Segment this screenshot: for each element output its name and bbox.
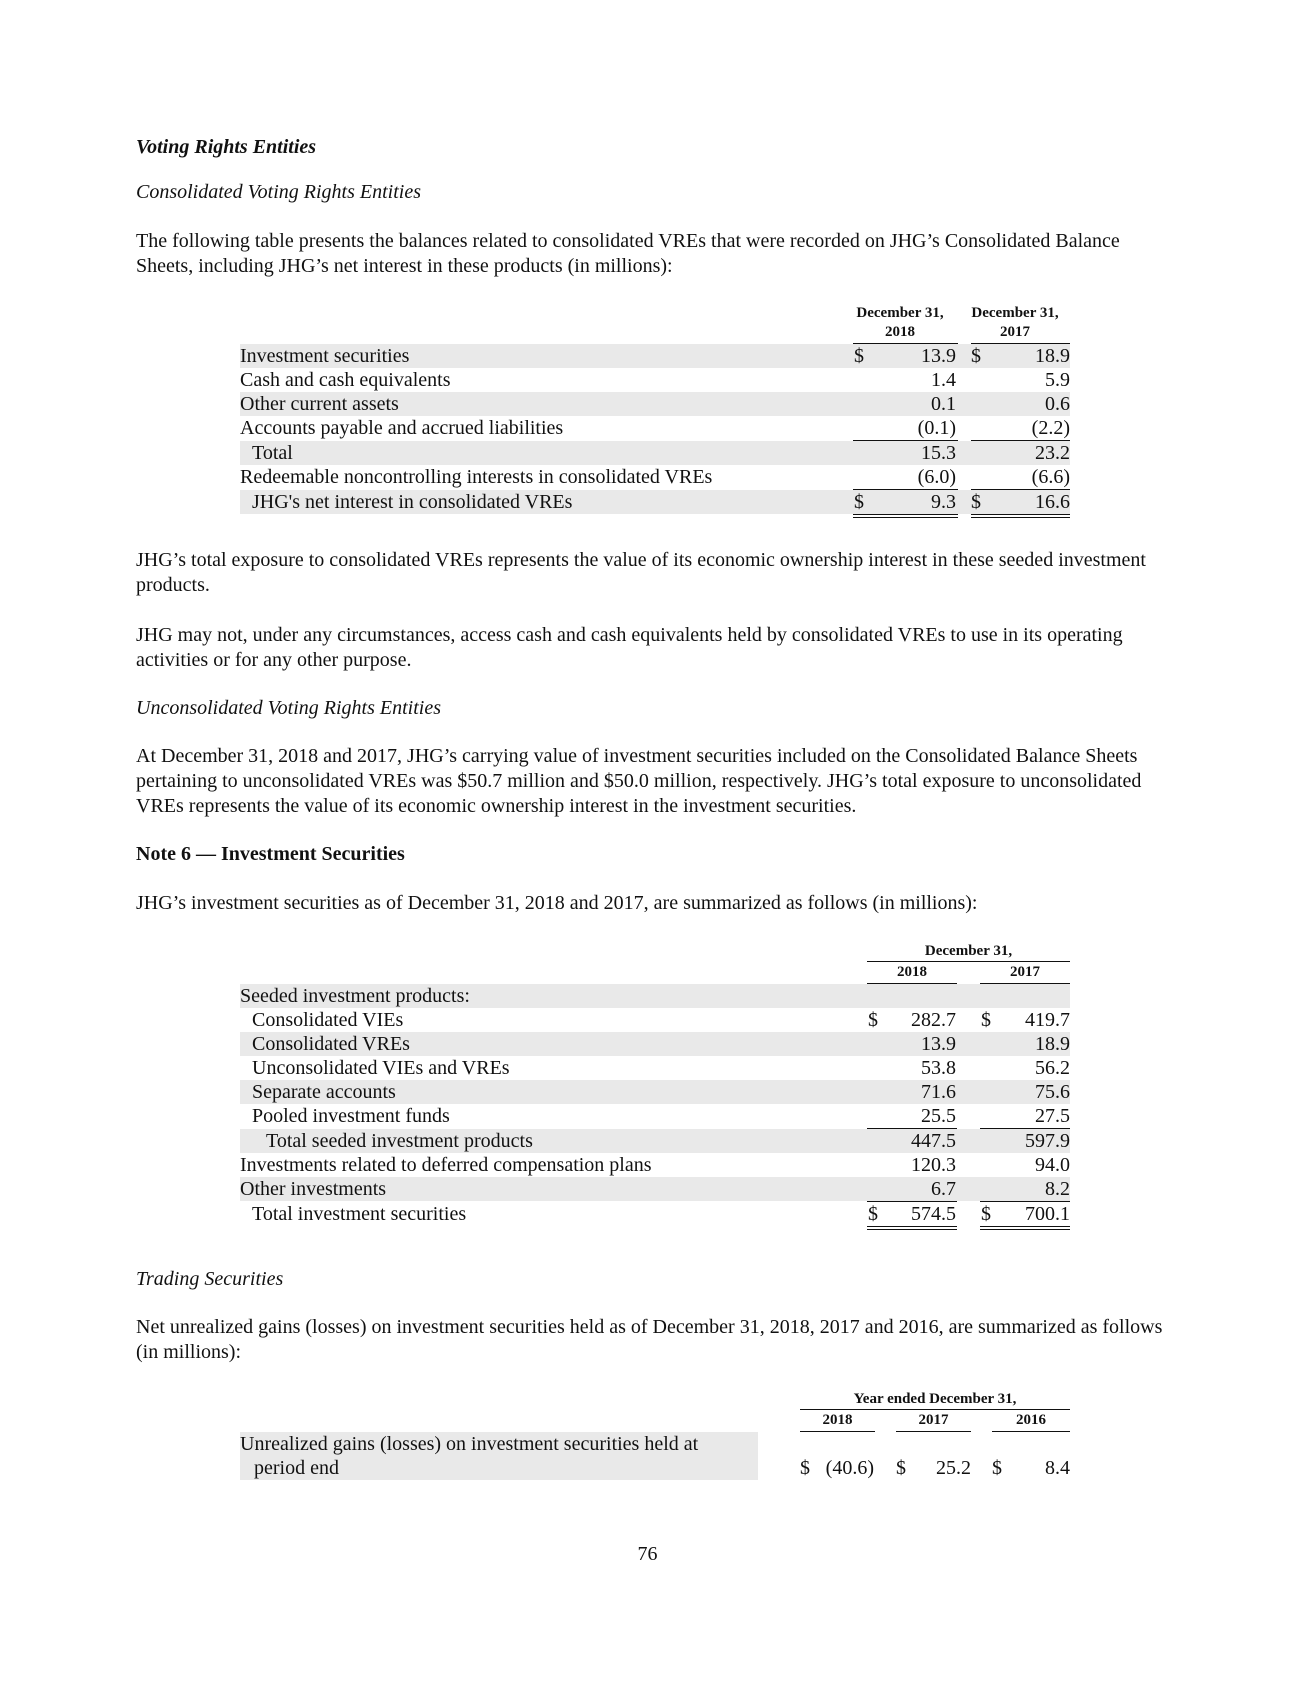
value-2017: 419.7 (1025, 1009, 1070, 1031)
row-label: Total seeded investment products (266, 1130, 533, 1152)
row-label: Investment securities (240, 345, 410, 367)
table1-col1-header: December 31, 2018 (856, 305, 944, 340)
value-2018: 9.3 (931, 491, 956, 513)
value-2018: 447.5 (911, 1130, 956, 1152)
currency-symbol: $ (971, 345, 981, 367)
value-2017: (2.2) (1031, 417, 1070, 439)
paragraph-access: JHG may not, under any circumstances, access cash and cash equivalents held by consolidated VREs to use in its operating activities or for any other purpose. (136, 624, 1123, 671)
value-2018: 282.7 (911, 1009, 956, 1031)
value-2017: (6.6) (1031, 466, 1070, 488)
table-consolidated-vre-balances (240, 304, 1070, 524)
value-2018: 25.5 (921, 1105, 956, 1127)
value-2018: 53.8 (921, 1057, 956, 1079)
value-2017: 597.9 (1025, 1130, 1070, 1152)
table3-col3-header: 2016 (1016, 1412, 1046, 1428)
value-2017: 5.9 (1045, 369, 1070, 391)
currency-symbol: $ (800, 1457, 810, 1479)
row-label: Accounts payable and accrued liabilities (240, 417, 564, 439)
table-row (240, 1008, 1070, 1032)
row-label: Seeded investment products: (240, 985, 470, 1007)
table2-group-header: December 31, (924, 943, 1013, 959)
value-2017: 8.2 (1045, 1178, 1070, 1200)
row-label: Consolidated VREs (252, 1033, 410, 1055)
value-2017: 75.6 (1035, 1081, 1070, 1103)
row-label: Other investments (240, 1178, 387, 1200)
table-row (240, 392, 1070, 416)
value-2017: 25.2 (936, 1457, 971, 1479)
row-label: Other current assets (240, 393, 399, 415)
table-row (240, 1129, 1070, 1153)
table-row (240, 984, 1070, 1008)
value-2018: (0.1) (917, 417, 956, 439)
row-label: Redeemable noncontrolling interests in consolidated VREs (240, 466, 713, 488)
row-label: Unrealized gains (losses) on investment securities held at (240, 1433, 699, 1455)
value-2018: 1.4 (931, 369, 956, 391)
table-row (240, 1177, 1070, 1201)
table-row (240, 1202, 1070, 1226)
row-label: Consolidated VIEs (252, 1009, 404, 1031)
currency-symbol: $ (868, 1009, 878, 1031)
subheading-trading-securities: Trading Securities (136, 1268, 284, 1290)
currency-symbol: $ (981, 1009, 991, 1031)
row-label: period end (254, 1457, 339, 1479)
table-row (240, 1104, 1070, 1128)
table-investment-securities (240, 942, 1070, 1242)
table-row (240, 1432, 1070, 1456)
table-row (240, 1456, 1070, 1480)
row-label: Investments related to deferred compensation plans (240, 1154, 652, 1176)
value-2018: 574.5 (911, 1203, 956, 1225)
value-2017: 18.9 (1035, 345, 1070, 367)
row-label: Total (252, 442, 293, 464)
value-2018: 15.3 (921, 442, 956, 464)
table3-col2-header: 2017 (918, 1412, 949, 1428)
paragraph-unconsolidated: At December 31, 2018 and 2017, JHG’s carrying value of investment securities included on the Consolidated Balance Sheets pertaining to unconsolidated VREs was $50.7 million and $50.0 million, respectively. JHG’s total exposure to unconsolidated VREs represents the value of its economic ownership interest in the investment securities. (136, 745, 1142, 817)
table-unrealized-gains (240, 1390, 1070, 1490)
row-label: JHG's net interest in consolidated VREs (252, 491, 573, 513)
paragraph-intro: The following table presents the balances related to consolidated VREs that were recorded on JHG’s Consolidated Balance Sheets, including JHG’s net interest in these products (in millions): (136, 230, 1120, 277)
value-2018: 13.9 (921, 345, 956, 367)
table-row (240, 416, 1070, 440)
table3-group-header: Year ended December 31, (853, 1391, 1017, 1407)
table2-col1-header: 2018 (897, 964, 927, 980)
page-number: 76 (637, 1543, 658, 1565)
subheading-consolidated-vre: Consolidated Voting Rights Entities (136, 181, 421, 203)
currency-symbol: $ (896, 1457, 906, 1479)
value-2017: 94.0 (1035, 1154, 1070, 1176)
row-label: Separate accounts (252, 1081, 396, 1103)
value-2016: 8.4 (1045, 1457, 1070, 1479)
subheading-unconsolidated-vre: Unconsolidated Voting Rights Entities (136, 697, 441, 719)
heading-note-6: Note 6 — Investment Securities (136, 843, 405, 865)
value-2017: 23.2 (1035, 442, 1070, 464)
paragraph-note-6: JHG’s investment securities as of December 31, 2018 and 2017, are summarized as follows (in millions): (136, 892, 978, 914)
currency-symbol: $ (854, 345, 864, 367)
table-row (240, 1153, 1070, 1177)
value-2017: 700.1 (1025, 1203, 1070, 1225)
currency-symbol: $ (992, 1457, 1002, 1479)
table-row (240, 441, 1070, 465)
row-label: Pooled investment funds (252, 1105, 450, 1127)
table-row (240, 1032, 1070, 1056)
heading-voting-rights-entities: Voting Rights Entities (136, 136, 317, 158)
paragraph-trading: Net unrealized gains (losses) on investment securities held as of December 31, 2018, 2017 and 2016, are summarized as follows (in millions): (136, 1316, 1163, 1363)
value-2018: 71.6 (921, 1081, 956, 1103)
value-2017: 16.6 (1035, 491, 1070, 513)
value-2018: 0.1 (931, 393, 956, 415)
table-row (240, 344, 1070, 368)
value-2018: 6.7 (931, 1178, 956, 1200)
value-2018: 13.9 (921, 1033, 956, 1055)
table-row (240, 368, 1070, 392)
currency-symbol: $ (868, 1203, 878, 1225)
value-2017: 0.6 (1045, 393, 1070, 415)
table-row (240, 1080, 1070, 1104)
table1-col2-header: December 31, 2017 (971, 305, 1059, 340)
value-2018: (40.6) (825, 1457, 874, 1479)
table3-col1-header: 2018 (822, 1412, 853, 1428)
value-2017: 56.2 (1035, 1057, 1070, 1079)
row-label: Total investment securities (252, 1203, 467, 1225)
table2-col2-header: 2017 (1010, 964, 1040, 980)
table-row (240, 1056, 1070, 1080)
currency-symbol: $ (981, 1203, 991, 1225)
table-row (240, 490, 1070, 514)
value-2018: 120.3 (911, 1154, 956, 1176)
table-row (240, 465, 1070, 489)
paragraph-exposure: JHG’s total exposure to consolidated VREs represents the value of its economic ownership interest in these seeded investment products. (136, 549, 1146, 596)
row-label: Unconsolidated VIEs and VREs (252, 1057, 510, 1079)
value-2018: (6.0) (917, 466, 956, 488)
value-2017: 18.9 (1035, 1033, 1070, 1055)
row-label: Cash and cash equivalents (240, 369, 451, 391)
currency-symbol: $ (854, 491, 864, 513)
value-2017: 27.5 (1035, 1105, 1070, 1127)
currency-symbol: $ (971, 491, 981, 513)
